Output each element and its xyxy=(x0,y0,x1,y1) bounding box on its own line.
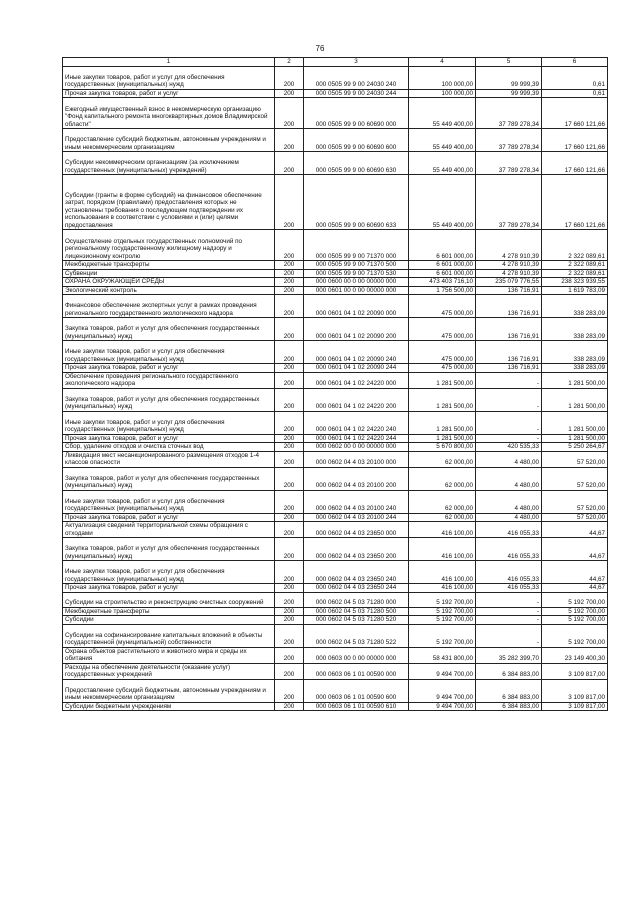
admin-code-cell: 200 xyxy=(275,434,304,443)
approved-amount-cell: 9 494 700,00 xyxy=(409,663,476,679)
executed-amount-cell: 416 055,33 xyxy=(476,584,542,593)
table-row xyxy=(63,490,608,513)
row-name-cell: Осуществление отдельных государственных полномочий по региональному государственному жилищному надзору и лицензионному контролю xyxy=(63,230,275,261)
row-name-cell: Сбор, удаление отходов и очистка сточных вод xyxy=(63,443,275,452)
approved-amount-cell: 1 281 500,00 xyxy=(409,411,476,434)
budget-code-cell: 000 0601 00 0 00 00000 000 xyxy=(304,286,409,295)
approved-amount-cell: 55 449 400,00 xyxy=(409,152,476,175)
remaining-amount-cell: 0,61 xyxy=(542,66,608,89)
approved-amount-cell: 100 000,00 xyxy=(409,66,476,89)
admin-code-cell: 200 xyxy=(275,513,304,522)
budget-code-cell: 000 0602 04 4 03 23650 200 xyxy=(304,538,409,561)
remaining-amount-cell: 338 283,09 xyxy=(542,341,608,364)
table-row xyxy=(63,584,608,593)
approved-amount-cell: 5 192 700,00 xyxy=(409,607,476,616)
admin-code-cell: 200 xyxy=(275,286,304,295)
executed-amount-cell: - xyxy=(476,434,542,443)
admin-code-cell: 200 xyxy=(275,364,304,373)
budget-code-cell: 000 0505 99 9 00 24030 244 xyxy=(304,89,409,98)
table-row xyxy=(63,98,608,129)
table-row xyxy=(63,341,608,364)
approved-amount-cell: 5 192 700,00 xyxy=(409,616,476,625)
remaining-amount-cell: 1 281 500,00 xyxy=(542,411,608,434)
admin-code-cell: 200 xyxy=(275,702,304,711)
admin-code-cell: 200 xyxy=(275,490,304,513)
row-name-cell: Расходы на обеспечение деятельности (оказание услуг) государственных учреждений xyxy=(63,663,275,679)
table-row xyxy=(63,616,608,625)
admin-code-cell: 200 xyxy=(275,522,304,538)
table-row xyxy=(63,538,608,561)
approved-amount-cell: 62 000,00 xyxy=(409,490,476,513)
executed-amount-cell: 4 480,00 xyxy=(476,490,542,513)
row-name-cell: Закупка товаров, работ и услуг для обеспечения государственных (муниципальных) нужд xyxy=(63,538,275,561)
budget-code-cell: 000 0505 99 9 00 71370 530 xyxy=(304,269,409,278)
row-name-cell: Обеспечение проведения регионального государственного экологического надзора xyxy=(63,372,275,388)
table-row xyxy=(63,318,608,341)
executed-amount-cell: - xyxy=(476,607,542,616)
approved-amount-cell: 55 449 400,00 xyxy=(409,98,476,129)
budget-code-cell: 000 0602 04 4 03 23650 000 xyxy=(304,522,409,538)
table-row xyxy=(63,295,608,318)
table-row xyxy=(63,522,608,538)
table-row xyxy=(63,451,608,467)
table-row xyxy=(63,175,608,230)
row-name-cell: Прочая закупка товаров, работ и услуг xyxy=(63,364,275,373)
page-number: 76 xyxy=(315,44,325,53)
executed-amount-cell: - xyxy=(476,372,542,388)
remaining-amount-cell: 3 109 817,00 xyxy=(542,702,608,711)
executed-amount-cell: 4 278 910,39 xyxy=(476,261,542,270)
column-header: 5 xyxy=(476,58,542,67)
admin-code-cell: 200 xyxy=(275,269,304,278)
approved-amount-cell: 62 000,00 xyxy=(409,467,476,490)
row-name-cell: Актуализация сведений территориальной схемы обращения с отходами xyxy=(63,522,275,538)
table-row xyxy=(63,647,608,663)
approved-amount-cell: 1 281 500,00 xyxy=(409,388,476,411)
remaining-amount-cell: 1 281 500,00 xyxy=(542,434,608,443)
table-row xyxy=(63,411,608,434)
approved-amount-cell: 6 601 000,00 xyxy=(409,230,476,261)
budget-code-cell: 000 0505 99 9 00 60690 630 xyxy=(304,152,409,175)
table-header-row xyxy=(63,58,608,67)
row-name-cell: Экологический контроль xyxy=(63,286,275,295)
remaining-amount-cell: 5 250 264,67 xyxy=(542,443,608,452)
admin-code-cell: 200 xyxy=(275,230,304,261)
column-header: 4 xyxy=(409,58,476,67)
budget-code-cell: 000 0603 06 1 01 00590 000 xyxy=(304,663,409,679)
table-row xyxy=(63,434,608,443)
approved-amount-cell: 5 192 700,00 xyxy=(409,592,476,607)
budget-code-cell: 000 0602 04 4 03 23650 240 xyxy=(304,561,409,584)
approved-amount-cell: 1 756 500,00 xyxy=(409,286,476,295)
budget-code-cell: 000 0601 04 1 02 20090 240 xyxy=(304,341,409,364)
remaining-amount-cell: 2 322 089,61 xyxy=(542,261,608,270)
approved-amount-cell: 1 281 500,00 xyxy=(409,372,476,388)
column-header: 2 xyxy=(275,58,304,67)
executed-amount-cell: 99 999,39 xyxy=(476,89,542,98)
admin-code-cell: 200 xyxy=(275,538,304,561)
row-name-cell: ОХРАНА ОКРУЖАЮЩЕЙ СРЕДЫ xyxy=(63,278,275,287)
admin-code-cell: 200 xyxy=(275,592,304,607)
approved-amount-cell: 473 403 716,10 xyxy=(409,278,476,287)
budget-code-cell: 000 0603 06 1 01 00590 610 xyxy=(304,702,409,711)
budget-code-cell: 000 0602 04 4 03 20100 240 xyxy=(304,490,409,513)
admin-code-cell: 200 xyxy=(275,388,304,411)
column-header: 6 xyxy=(542,58,608,67)
remaining-amount-cell: 23 149 400,30 xyxy=(542,647,608,663)
executed-amount-cell: 416 055,33 xyxy=(476,561,542,584)
row-name-cell: Субсидии бюджетным учреждениям xyxy=(63,702,275,711)
approved-amount-cell: 62 000,00 xyxy=(409,451,476,467)
table-row xyxy=(63,269,608,278)
executed-amount-cell: - xyxy=(476,616,542,625)
row-name-cell: Межбюджетные трансферты xyxy=(63,261,275,270)
row-name-cell: Закупка товаров, работ и услуг для обеспечения государственных (муниципальных) нужд xyxy=(63,388,275,411)
remaining-amount-cell: 5 192 700,00 xyxy=(542,616,608,625)
remaining-amount-cell: 338 283,09 xyxy=(542,295,608,318)
executed-amount-cell: 6 384 883,00 xyxy=(476,663,542,679)
remaining-amount-cell: 5 192 700,00 xyxy=(542,607,608,616)
row-name-cell: Финансовое обеспечение экспертных услуг в рамках проведения регионального государственного экологического надзора xyxy=(63,295,275,318)
remaining-amount-cell: 238 323 939,55 xyxy=(542,278,608,287)
budget-code-cell: 000 0601 04 1 02 20090 000 xyxy=(304,295,409,318)
row-name-cell: Закупка товаров, работ и услуг для обеспечения государственных (муниципальных) нужд xyxy=(63,467,275,490)
executed-amount-cell: - xyxy=(476,388,542,411)
budget-code-cell: 000 0601 04 1 02 24220 200 xyxy=(304,388,409,411)
admin-code-cell: 200 xyxy=(275,616,304,625)
admin-code-cell: 200 xyxy=(275,129,304,152)
table-row xyxy=(63,388,608,411)
row-name-cell: Иные закупки товаров, работ и услуг для обеспечения государственных (муниципальных) нужд xyxy=(63,66,275,89)
admin-code-cell: 200 xyxy=(275,152,304,175)
executed-amount-cell: 37 789 278,34 xyxy=(476,175,542,230)
admin-code-cell: 200 xyxy=(275,561,304,584)
remaining-amount-cell: 1 281 500,00 xyxy=(542,388,608,411)
table-row xyxy=(63,467,608,490)
row-name-cell: Ликвидация мест несанкционированного размещения отходов 1-4 классов опасности xyxy=(63,451,275,467)
executed-amount-cell: 4 278 910,39 xyxy=(476,269,542,278)
remaining-amount-cell: 57 520,00 xyxy=(542,513,608,522)
remaining-amount-cell: 5 192 700,00 xyxy=(542,624,608,647)
admin-code-cell: 200 xyxy=(275,89,304,98)
row-name-cell: Предоставление субсидий бюджетным, автономным учреждениям и иным некоммерческим организациям xyxy=(63,679,275,702)
budget-code-cell: 000 0505 99 9 00 60690 000 xyxy=(304,98,409,129)
budget-code-cell: 000 0602 04 4 03 20100 200 xyxy=(304,467,409,490)
executed-amount-cell: 37 789 278,34 xyxy=(476,98,542,129)
budget-code-cell: 000 0505 99 9 00 24030 240 xyxy=(304,66,409,89)
remaining-amount-cell: 44,67 xyxy=(542,522,608,538)
executed-amount-cell: 420 535,33 xyxy=(476,443,542,452)
table-row xyxy=(63,66,608,89)
remaining-amount-cell: 338 283,09 xyxy=(542,364,608,373)
approved-amount-cell: 475 000,00 xyxy=(409,295,476,318)
approved-amount-cell: 62 000,00 xyxy=(409,513,476,522)
admin-code-cell: 200 xyxy=(275,175,304,230)
table-row xyxy=(63,278,608,287)
remaining-amount-cell: 0,61 xyxy=(542,89,608,98)
table-row xyxy=(63,364,608,373)
row-name-cell: Иные закупки товаров, работ и услуг для обеспечения государственных (муниципальных) нужд xyxy=(63,561,275,584)
budget-code-cell: 000 0602 04 5 03 71280 522 xyxy=(304,624,409,647)
executed-amount-cell: 37 789 278,34 xyxy=(476,129,542,152)
remaining-amount-cell: 2 322 089,61 xyxy=(542,269,608,278)
row-name-cell: Субсидии на строительство и реконструкцию очистных сооружений xyxy=(63,592,275,607)
admin-code-cell: 200 xyxy=(275,607,304,616)
remaining-amount-cell: 3 109 817,00 xyxy=(542,663,608,679)
budget-code-cell: 000 0505 99 9 00 71370 500 xyxy=(304,261,409,270)
budget-code-cell: 000 0505 99 9 00 60690 633 xyxy=(304,175,409,230)
row-name-cell: Субсидии xyxy=(63,616,275,625)
row-name-cell: Прочая закупка товаров, работ и услуг xyxy=(63,89,275,98)
table-row xyxy=(63,152,608,175)
approved-amount-cell: 100 000,00 xyxy=(409,89,476,98)
row-name-cell: Ежегодный имущественный взнос в некоммерческую организацию "Фонд капитального ремонта многоквартирных домов Владимирской области" xyxy=(63,98,275,129)
table-row xyxy=(63,89,608,98)
budget-table xyxy=(62,57,608,711)
remaining-amount-cell: 2 322 089,61 xyxy=(542,230,608,261)
admin-code-cell: 200 xyxy=(275,467,304,490)
row-name-cell: Прочая закупка товаров, работ и услуг xyxy=(63,513,275,522)
remaining-amount-cell: 17 660 121,66 xyxy=(542,98,608,129)
table-row xyxy=(63,702,608,711)
budget-code-cell: 000 0602 04 5 03 71280 520 xyxy=(304,616,409,625)
row-name-cell: Субсидии (гранты в форме субсидий) на финансовое обеспечение затрат, порядком (правилами) предоставления которых не установлены требования о последующем подтверждении их использования в соответствии с условиями и (или) целями предоставления xyxy=(63,175,275,230)
budget-code-cell: 000 0600 00 0 00 00000 000 xyxy=(304,278,409,287)
approved-amount-cell: 9 494 700,00 xyxy=(409,679,476,702)
admin-code-cell: 200 xyxy=(275,443,304,452)
approved-amount-cell: 475 000,00 xyxy=(409,318,476,341)
remaining-amount-cell: 3 109 817,00 xyxy=(542,679,608,702)
budget-code-cell: 000 0505 99 9 00 71370 000 xyxy=(304,230,409,261)
table-row xyxy=(63,607,608,616)
executed-amount-cell: 37 789 278,34 xyxy=(476,152,542,175)
budget-code-cell: 000 0602 04 5 03 71280 500 xyxy=(304,607,409,616)
admin-code-cell: 200 xyxy=(275,451,304,467)
budget-code-cell: 000 0601 04 1 02 20090 200 xyxy=(304,318,409,341)
executed-amount-cell: - xyxy=(476,624,542,647)
row-name-cell: Охрана объектов растительного и животного мира и среды их обитания xyxy=(63,647,275,663)
executed-amount-cell: 4 480,00 xyxy=(476,467,542,490)
budget-code-cell: 000 0602 04 5 03 71280 000 xyxy=(304,592,409,607)
remaining-amount-cell: 57 520,00 xyxy=(542,490,608,513)
approved-amount-cell: 475 000,00 xyxy=(409,364,476,373)
remaining-amount-cell: 338 283,09 xyxy=(542,318,608,341)
executed-amount-cell: 136 716,91 xyxy=(476,318,542,341)
executed-amount-cell: 136 716,91 xyxy=(476,341,542,364)
admin-code-cell: 200 xyxy=(275,66,304,89)
admin-code-cell: 200 xyxy=(275,261,304,270)
remaining-amount-cell: 1 281 500,00 xyxy=(542,372,608,388)
table-row xyxy=(63,230,608,261)
approved-amount-cell: 5 192 700,00 xyxy=(409,624,476,647)
row-name-cell: Иные закупки товаров, работ и услуг для обеспечения государственных (муниципальных) нужд xyxy=(63,490,275,513)
remaining-amount-cell: 17 660 121,66 xyxy=(542,129,608,152)
admin-code-cell: 200 xyxy=(275,278,304,287)
budget-code-cell: 000 0602 00 0 00 00000 000 xyxy=(304,443,409,452)
approved-amount-cell: 58 431 800,00 xyxy=(409,647,476,663)
remaining-amount-cell: 17 660 121,66 xyxy=(542,175,608,230)
executed-amount-cell: 6 384 883,00 xyxy=(476,679,542,702)
executed-amount-cell: - xyxy=(476,592,542,607)
row-name-cell: Предоставление субсидий бюджетным, автономным учреждениям и иным некоммерческим организациям xyxy=(63,129,275,152)
column-header: 1 xyxy=(63,58,275,67)
table-row xyxy=(63,679,608,702)
admin-code-cell: 200 xyxy=(275,624,304,647)
row-name-cell: Иные закупки товаров, работ и услуг для обеспечения государственных (муниципальных) нужд xyxy=(63,341,275,364)
approved-amount-cell: 416 100,00 xyxy=(409,561,476,584)
approved-amount-cell: 55 449 400,00 xyxy=(409,175,476,230)
budget-code-cell: 000 0602 04 4 03 20100 244 xyxy=(304,513,409,522)
table-row xyxy=(63,261,608,270)
table-row xyxy=(63,663,608,679)
table-row xyxy=(63,561,608,584)
approved-amount-cell: 475 000,00 xyxy=(409,341,476,364)
admin-code-cell: 200 xyxy=(275,584,304,593)
budget-code-cell: 000 0602 04 4 03 23650 244 xyxy=(304,584,409,593)
approved-amount-cell: 55 449 400,00 xyxy=(409,129,476,152)
approved-amount-cell: 6 601 000,00 xyxy=(409,261,476,270)
executed-amount-cell: 4 278 910,39 xyxy=(476,230,542,261)
admin-code-cell: 200 xyxy=(275,411,304,434)
admin-code-cell: 200 xyxy=(275,295,304,318)
table-row xyxy=(63,513,608,522)
remaining-amount-cell: 5 192 700,00 xyxy=(542,592,608,607)
executed-amount-cell: - xyxy=(476,411,542,434)
remaining-amount-cell: 44,67 xyxy=(542,561,608,584)
row-name-cell: Субвенции xyxy=(63,269,275,278)
remaining-amount-cell: 44,67 xyxy=(542,538,608,561)
budget-code-cell: 000 0603 06 1 01 00590 600 xyxy=(304,679,409,702)
budget-code-cell: 000 0601 04 1 02 24220 240 xyxy=(304,411,409,434)
table-row xyxy=(63,624,608,647)
executed-amount-cell: 136 716,91 xyxy=(476,295,542,318)
remaining-amount-cell: 1 619 783,09 xyxy=(542,286,608,295)
table-row xyxy=(63,286,608,295)
budget-code-cell: 000 0505 99 9 00 60690 600 xyxy=(304,129,409,152)
executed-amount-cell: 35 282 399,70 xyxy=(476,647,542,663)
admin-code-cell: 200 xyxy=(275,679,304,702)
approved-amount-cell: 9 494 700,00 xyxy=(409,702,476,711)
remaining-amount-cell: 57 520,00 xyxy=(542,467,608,490)
approved-amount-cell: 1 281 500,00 xyxy=(409,434,476,443)
approved-amount-cell: 5 670 800,00 xyxy=(409,443,476,452)
remaining-amount-cell: 44,67 xyxy=(542,584,608,593)
executed-amount-cell: 4 480,00 xyxy=(476,513,542,522)
executed-amount-cell: 416 055,33 xyxy=(476,522,542,538)
admin-code-cell: 200 xyxy=(275,98,304,129)
approved-amount-cell: 416 100,00 xyxy=(409,584,476,593)
row-name-cell: Субсидии некоммерческим организациям (за исключением государственных (муниципальных) учреждений) xyxy=(63,152,275,175)
admin-code-cell: 200 xyxy=(275,663,304,679)
budget-code-cell: 000 0601 04 1 02 20090 244 xyxy=(304,364,409,373)
approved-amount-cell: 6 601 000,00 xyxy=(409,269,476,278)
column-header: 3 xyxy=(304,58,409,67)
row-name-cell: Закупка товаров, работ и услуг для обеспечения государственных (муниципальных) нужд xyxy=(63,318,275,341)
table-row xyxy=(63,592,608,607)
approved-amount-cell: 416 100,00 xyxy=(409,522,476,538)
executed-amount-cell: 99 999,39 xyxy=(476,66,542,89)
table-row xyxy=(63,129,608,152)
executed-amount-cell: 4 480,00 xyxy=(476,451,542,467)
budget-code-cell: 000 0602 04 4 03 20100 000 xyxy=(304,451,409,467)
executed-amount-cell: 235 079 776,55 xyxy=(476,278,542,287)
row-name-cell: Иные закупки товаров, работ и услуг для обеспечения государственных (муниципальных) нужд xyxy=(63,411,275,434)
row-name-cell: Прочая закупка товаров, работ и услуг xyxy=(63,584,275,593)
admin-code-cell: 200 xyxy=(275,372,304,388)
executed-amount-cell: 136 716,91 xyxy=(476,364,542,373)
row-name-cell: Межбюджетные трансферты xyxy=(63,607,275,616)
row-name-cell: Субсидии на софинансирование капитальных вложений в объекты государственной (муниципальной) собственности xyxy=(63,624,275,647)
admin-code-cell: 200 xyxy=(275,318,304,341)
budget-code-cell: 000 0603 00 0 00 00000 000 xyxy=(304,647,409,663)
admin-code-cell: 200 xyxy=(275,341,304,364)
approved-amount-cell: 416 100,00 xyxy=(409,538,476,561)
remaining-amount-cell: 17 660 121,66 xyxy=(542,152,608,175)
remaining-amount-cell: 57 520,00 xyxy=(542,451,608,467)
executed-amount-cell: 416 055,33 xyxy=(476,538,542,561)
table-row xyxy=(63,372,608,388)
budget-code-cell: 000 0601 04 1 02 24220 244 xyxy=(304,434,409,443)
executed-amount-cell: 6 384 883,00 xyxy=(476,702,542,711)
table-row xyxy=(63,443,608,452)
executed-amount-cell: 136 716,91 xyxy=(476,286,542,295)
budget-code-cell: 000 0601 04 1 02 24220 000 xyxy=(304,372,409,388)
admin-code-cell: 200 xyxy=(275,647,304,663)
row-name-cell: Прочая закупка товаров, работ и услуг xyxy=(63,434,275,443)
